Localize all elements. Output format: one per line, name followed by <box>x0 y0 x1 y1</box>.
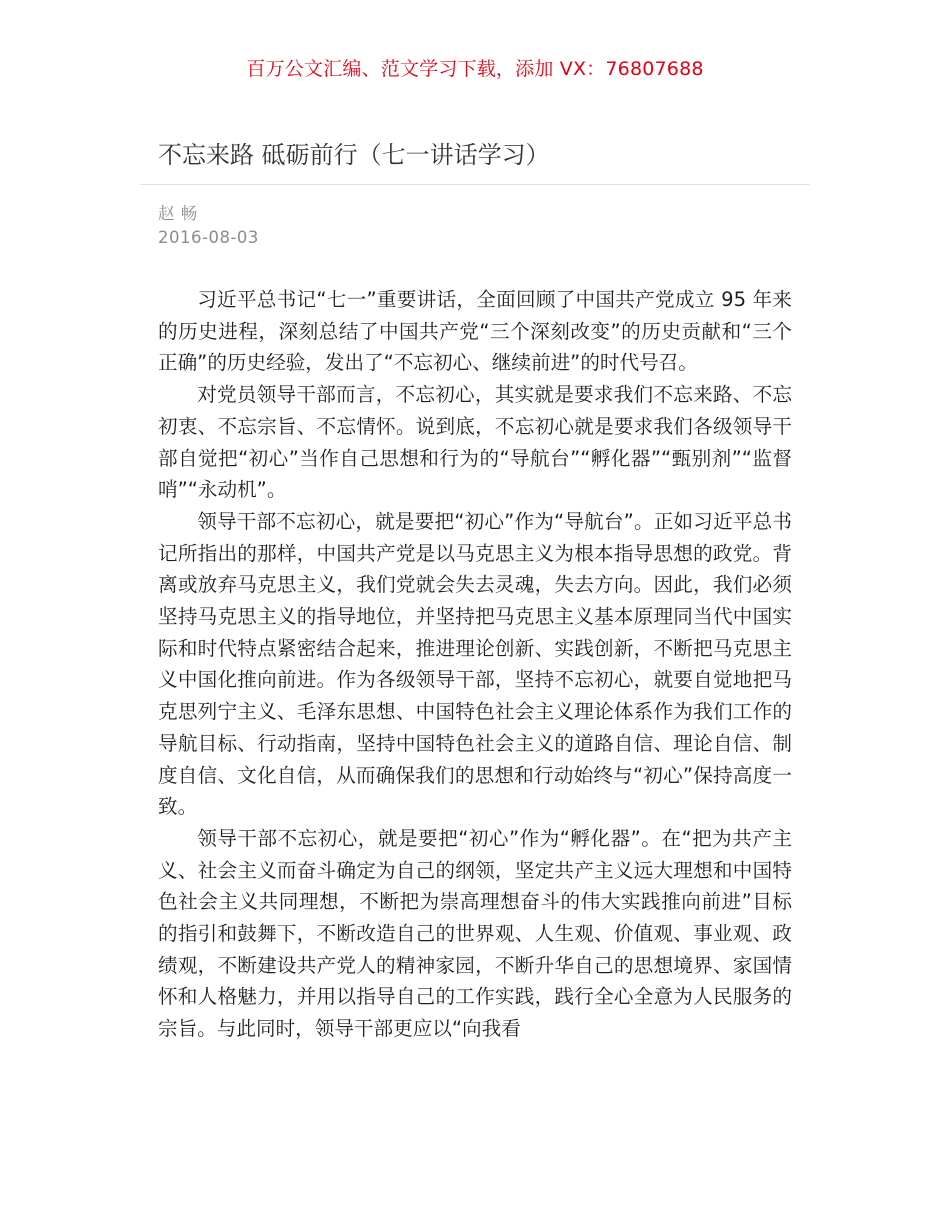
article-body <box>158 284 792 1076</box>
paragraph-2: 对党员领导干部而言，不忘初心，其实就是要求我们不忘来路、不忘初衷、不忘宗旨、不忘情怀。说到底，不忘初心就是要求我们各级领导干部自觉把“初心”当作自己思想和行为的“导航台”“孵化器”“甄别剂”“监督哨”“永动机”。 <box>158 383 792 502</box>
title-divider <box>140 184 810 185</box>
article-title: 不忘来路 砥砺前行（七一讲话学习） <box>158 141 550 169</box>
author-name: 赵 畅 <box>158 204 198 223</box>
publish-date: 2016-08-03 <box>158 228 259 247</box>
paragraph-3: 领导干部不忘初心，就是要把“初心”作为“导航台”。正如习近平总书记所指出的那样，中国共产党是以马克思主义为根本指导思想的政党。背离或放弃马克思主义，我们党就会失去灵魂，失去方向。因此，我们必须坚持马克思主义的指导地位，并坚持把马克思主义基本原理同当代中国实际和时代特点紧密结合起来，推进理论创新、实践创新，不断把马克思主义中国化推向前进。作为各级领导干部，坚持不忘初心，就要自觉地把马克思列宁主义、毛泽东思想、中国特色社会主义理论体系作为我们工作的导航目标、行动指南，坚持中国特色社会主义的道路自信、理论自信、制度自信、文化自信，从而确保我们的思想和行动始终与“初心”保持高度一致。 <box>158 509 792 819</box>
paragraph-1: 习近平总书记“七一”重要讲话，全面回顾了中国共产党成立 95 年来的历史进程，深刻总结了中国共产党“三个深刻改变”的历史贡献和“三个正确”的历史经验，发出了“不忘初心、继续前进”的时代号召。 <box>158 288 792 375</box>
paragraph-4: 领导干部不忘初心，就是要把“初心”作为“孵化器”。在“把为共产主义、社会主义而奋斗确定为自己的纲领，坚定共产主义远大理想和中国特色社会主义共同理想，不断把为崇高理想奋斗的伟大实践推向前进”目标的指引和鼓舞下，不断改造自己的世界观、人生观、价值观、事业观、政绩观，不断建设共产党人的精神家园，不断升华自己的思想境界、家国情怀和人格魅力，并用以指导自己的工作实践，践行全心全意为人民服务的宗旨。与此同时，领导干部更应以“向我看 <box>158 826 792 1041</box>
promo-banner: 百万公文汇编、范文学习下载，添加 VX：76807688 <box>246 58 704 80</box>
